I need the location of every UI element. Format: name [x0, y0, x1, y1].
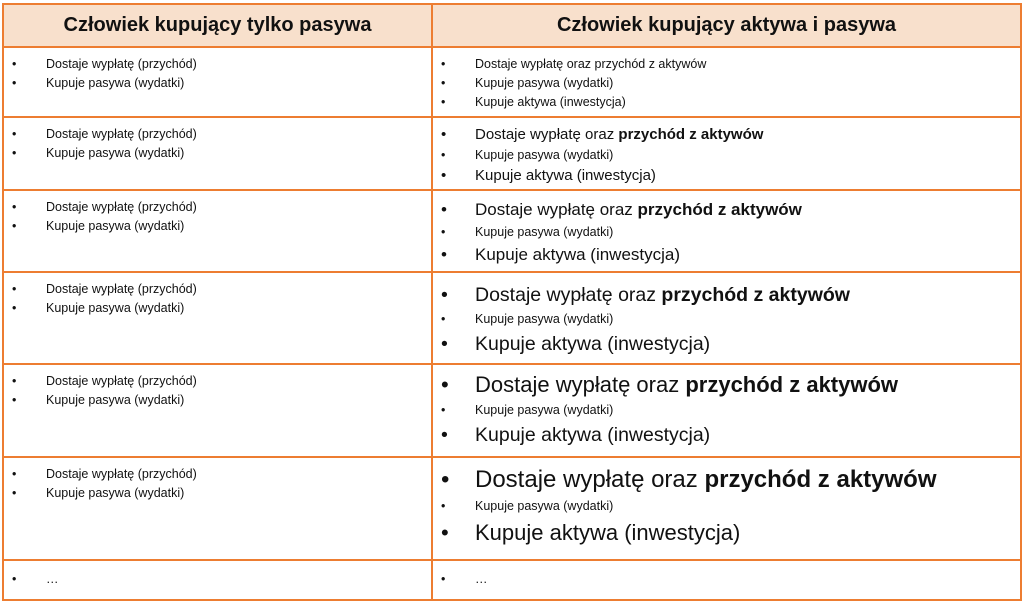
list-item: • Kupuje aktywa (inwestycja) [433, 93, 1020, 112]
income-text-asset: przychód z aktywów [661, 284, 850, 306]
header-row [3, 4, 1021, 47]
list-item: • Kupuje aktywa (inwestycja) [433, 329, 1020, 359]
income-text: Dostaje wypłatę oraz [475, 372, 686, 397]
list-item: • Kupuje pasywa (wydatki) [433, 74, 1020, 93]
right-cell [432, 47, 1021, 117]
list-item: • Kupuje pasywa (wydatki) [433, 146, 1020, 165]
comparison-table [2, 3, 1022, 601]
list-item: • Kupuje pasywa (wydatki) [433, 401, 1020, 420]
left-cell [3, 457, 432, 560]
list-item: • Kupuje pasywa (wydatki) [433, 223, 1020, 242]
income-text: Dostaje wypłatę oraz [475, 200, 638, 219]
table-row [3, 272, 1021, 364]
left-cell [3, 272, 432, 364]
list-item: • Kupuje pasywa (wydatki) [4, 391, 431, 410]
income-text: Dostaje wypłatę oraz [475, 126, 619, 143]
income-text-asset: przychód z aktywów [685, 372, 899, 397]
left-cell [3, 47, 432, 117]
income-text-asset: przychód z aktywów [618, 126, 764, 143]
list-item [433, 55, 1020, 74]
list-item: • Kupuje pasywa (wydatki) [433, 310, 1020, 329]
list-item: • Kupuje pasywa (wydatki) [4, 144, 431, 163]
list-item: • Dostaje wypłatę (przychód) [4, 55, 431, 74]
list-item: • Kupuje aktywa (inwestycja) [433, 420, 1020, 450]
income-text-asset: przychód z aktywów [637, 200, 802, 219]
table-row [3, 364, 1021, 457]
income-text: Dostaje wypłatę oraz [475, 284, 662, 306]
list-item [433, 369, 1020, 401]
list-item: • Kupuje aktywa (inwestycja) [433, 165, 1020, 187]
list-item [433, 197, 1020, 223]
table-row [3, 117, 1021, 190]
left-cell [3, 117, 432, 190]
list-item: • Dostaje wypłatę (przychód) [4, 198, 431, 217]
right-cell [432, 117, 1021, 190]
right-cell [432, 560, 1021, 600]
list-item: • … [4, 570, 431, 589]
list-item [433, 281, 1020, 310]
table-row-ellipsis [3, 560, 1021, 600]
left-cell [3, 364, 432, 457]
list-item: • Kupuje pasywa (wydatki) [433, 497, 1020, 516]
income-text: Dostaje wypłatę oraz [475, 57, 595, 71]
right-cell [432, 457, 1021, 560]
list-item: • Dostaje wypłatę (przychód) [4, 465, 431, 484]
right-cell [432, 190, 1021, 272]
list-item: • Kupuje aktywa (inwestycja) [433, 516, 1020, 550]
income-text-asset: przychód z aktywów [704, 466, 937, 493]
list-item: • Kupuje aktywa (inwestycja) [433, 242, 1020, 268]
right-cell [432, 272, 1021, 364]
income-text: Dostaje wypłatę oraz [475, 466, 705, 493]
list-item: • Kupuje pasywa (wydatki) [4, 217, 431, 236]
list-item: • Kupuje pasywa (wydatki) [4, 299, 431, 318]
table-row [3, 457, 1021, 560]
table-row [3, 190, 1021, 272]
income-text-asset: przychód z aktywów [594, 57, 707, 71]
right-cell [432, 364, 1021, 457]
list-item: • Kupuje pasywa (wydatki) [4, 74, 431, 93]
list-item: • Dostaje wypłatę (przychód) [4, 280, 431, 299]
list-item: • … [433, 570, 1020, 589]
list-item: • Dostaje wypłatę (przychód) [4, 372, 431, 391]
list-item: • Dostaje wypłatę (przychód) [4, 125, 431, 144]
list-item [433, 463, 1020, 497]
list-item [433, 123, 1020, 146]
list-item: • Kupuje pasywa (wydatki) [4, 484, 431, 503]
left-cell [3, 190, 432, 272]
header-right: Człowiek kupujący aktywa i pasywa [432, 4, 1021, 47]
left-cell [3, 560, 432, 600]
header-left: Człowiek kupujący tylko pasywa [3, 4, 432, 47]
table-row [3, 47, 1021, 117]
